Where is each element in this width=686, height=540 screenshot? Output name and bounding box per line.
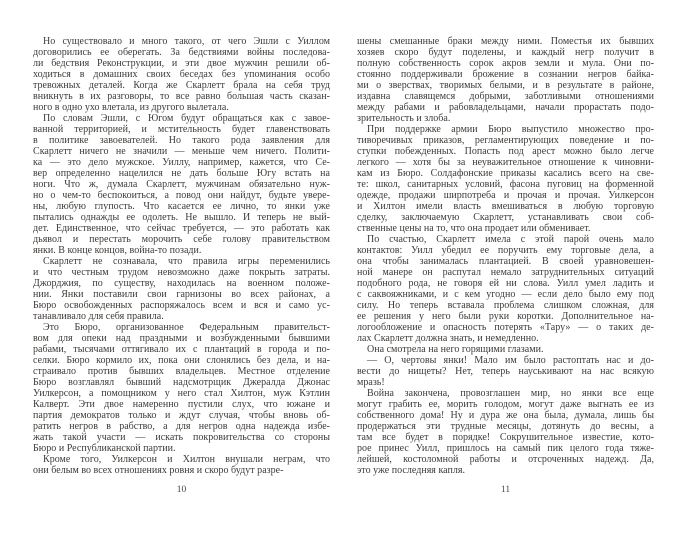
text-line: ли бедствия Реконструкции, и эти двое мужчин решили об- bbox=[33, 58, 330, 69]
text-line: нии. Янки поставили свои гарнизоны во всех районах, а bbox=[33, 289, 330, 300]
text-line: ного в одно ухо влетала, из другого вылетала. bbox=[33, 102, 229, 113]
text-line: ратить негров в рабство, а для негров одна надежда избе- bbox=[33, 421, 330, 432]
text-line: дьявол и перестать морочить себе голову правительством bbox=[33, 234, 330, 245]
text-line: кам из Бюро. Солдафонские приказы касались всего на све- bbox=[357, 168, 654, 179]
text-line: ванной территорией, и мстительность будет главенствовать bbox=[33, 124, 330, 135]
text-line: ной манере он распутал немало затруднительных ситуаций bbox=[357, 267, 654, 278]
text-line: — О, чертовы янки! Мало им было растоптать нас и до- bbox=[367, 355, 654, 366]
text-line: логообложение и опасность потерять «Тару» — о таких де- bbox=[357, 322, 654, 333]
text-line: танавливало для себя правила. bbox=[33, 311, 164, 322]
text-line: и что честным трудом невозможно даже покрыть затраты. bbox=[33, 267, 330, 278]
text-line: силу. Но теперь вставала проблема слишком сложная, для bbox=[357, 300, 654, 311]
text-line: вом для опеки над праздными и возбужденными бывшими bbox=[33, 333, 330, 344]
text-line: Скарлетт ничего не значили — меньше чем ничего. Полити- bbox=[33, 146, 330, 157]
text-line: шены смешанные браки между ними. Поместья их бывших bbox=[357, 36, 654, 47]
text-line: вести до нищеты? Нет, теперь науськивают на нас всякую bbox=[357, 366, 654, 377]
text-line: ственные цены на то, что она продает или обменивает. bbox=[357, 223, 591, 234]
text-line: Скарлетт не сознавала, что правила игры переменились bbox=[43, 256, 330, 267]
text-line: ка — это дело мужское. Уиллу, например, кажется, что Се- bbox=[33, 157, 330, 168]
text-line: те: школ, санитарных условий, фасона пуговиц на форменной bbox=[357, 179, 654, 190]
text-line: они белым во всех отношениях ровня и скоро будут разре- bbox=[33, 465, 284, 476]
text-line: Калверт. Эти двое намеренно пустили слух, что южане и bbox=[33, 399, 330, 410]
text-line: Бюро освобожденных распоряжалось всем и вся и само ус- bbox=[33, 300, 330, 311]
page-right bbox=[357, 36, 654, 496]
page-left bbox=[33, 36, 330, 496]
text-line: с саквояжниками, и с кем угодно — если дело было ему под bbox=[357, 289, 654, 300]
text-line: страивало против бывших владельцев. Местное отделение bbox=[33, 366, 330, 377]
text-line: При поддержке армии Бюро выпустило множество про- bbox=[367, 124, 654, 135]
text-line: лах Скарлетт должна знать, и немедленно. bbox=[357, 333, 539, 344]
text-line: сделку, заключаемую Скарлетт, устанавливать свои соб- bbox=[357, 212, 654, 223]
text-line: тревожных деталей. Когда же Скарлетт брала на себя труд bbox=[33, 80, 330, 91]
page-text bbox=[33, 36, 330, 476]
text-line: Но существовало и много такого, от чего Эшли с Уиллом bbox=[43, 36, 330, 47]
text-line: собственного дома! Ну и дура же она была, думала, лишь бы bbox=[357, 410, 654, 421]
text-line: селки. Бюро кормило их, пока они слонялись без дела, и на- bbox=[33, 355, 330, 366]
text-line: ноги. Что ж, думала Скарлетт, мужчинам обязательно нуж- bbox=[33, 179, 330, 190]
text-line: рое принес Уилл, пришлось на самый пик целого года тяже- bbox=[357, 443, 654, 454]
text-line: дет. Единственное, что сейчас требуется, — это работать как bbox=[33, 223, 330, 234]
text-line: между рабами и рабовладельцами, начали прорастать подо- bbox=[357, 102, 654, 113]
text-line: могут грабить ее, морить голодом, могут даже выгнать ее из bbox=[357, 399, 654, 410]
text-line: По словам Эшли, с Югом будут обращаться как с завое- bbox=[43, 113, 330, 124]
text-line: янки. В конце концов, война-то позади. bbox=[33, 245, 202, 256]
text-line: подобного рода, не говоря ей ни слова. Уилл умел ладить и bbox=[357, 278, 654, 289]
text-line: Кроме того, Уилкерсон и Хилтон внушали неграм, что bbox=[43, 454, 330, 465]
text-line: рабами, тысячами оттягивало их с плантаций в города и по- bbox=[33, 344, 330, 355]
text-line: ми о зверствах, творимых белыми, и в результате в районе, bbox=[357, 80, 654, 91]
text-line: лейшей, костоломной работы и отсроченных надежд. Да, bbox=[357, 454, 654, 465]
text-line: контактов: Уилл убедил ее поручить ему торговые дела, а bbox=[357, 245, 654, 256]
text-line: Бюро и Республиканской партии. bbox=[33, 443, 176, 454]
text-line: ходиться в домашних своих беседах без упоминания особо bbox=[33, 69, 330, 80]
text-line: легкого — хотя бы за неуважительное отношение к чиновни- bbox=[357, 157, 654, 168]
text-line: зрительность и злоба. bbox=[357, 113, 451, 124]
text-line: вер определенно нацелился не дать больше Югу встать на bbox=[33, 168, 330, 179]
text-line: ны, любую глупость. Что касается ее лично, то янки уже bbox=[33, 201, 330, 212]
text-line: там все будет в порядке! Сокрушительное известие, кото- bbox=[357, 432, 654, 443]
text-line: Это Бюро, организованное Федеральным правительст- bbox=[43, 322, 330, 333]
text-line: продержаться эти трудные месяцы, дотянуть до весны, а bbox=[357, 421, 654, 432]
text-line: Бюро возглавлял бывший надсмотрщик Джералда Джонас bbox=[33, 377, 330, 388]
text-line: мразь! bbox=[357, 377, 385, 388]
text-line: Уилкерсон, а помощником у него стал Хилтон, муж Кэтлин bbox=[33, 388, 330, 399]
text-line: вникнуть в их разговоры, то все равно большая часть сказан- bbox=[33, 91, 330, 102]
text-line: жать такой участи — искать покровительства со стороны bbox=[33, 432, 330, 443]
text-line: По счастью, Скарлетт имела с этой парой очень мало bbox=[367, 234, 654, 245]
text-line: ступки побежденных. Попасть под арест можно было легче bbox=[357, 146, 654, 157]
text-line: пытались однажды ее одолеть. Не вышло. И теперь не вый- bbox=[33, 212, 330, 223]
text-line: и Хилтон имели власть вмешиваться в любую торговую bbox=[357, 201, 654, 212]
text-line: договорились ее оберегать. За бедствиями войны последова- bbox=[33, 47, 330, 58]
page-number: 11 bbox=[500, 485, 511, 495]
text-line: но о чем-то беспокоиться, а повод они найдут, будьте увере- bbox=[33, 190, 330, 201]
text-line: ее решения у него были руки коротки. Дополнительное на- bbox=[357, 311, 654, 322]
text-line: стоянно поддерживали брожение в сознании негров байка- bbox=[357, 69, 654, 80]
text-line: хозяев скоро будут поделены, и каждый негр получит в bbox=[357, 47, 654, 58]
text-line: издавна славящемся добрыми, заботливыми отношениями bbox=[357, 91, 654, 102]
text-line: в политике завоевателей. Но такого рода заявления для bbox=[33, 135, 330, 146]
text-line: она чтобы занималась плантацией. В своей уравновешен- bbox=[357, 256, 654, 267]
page-text bbox=[357, 36, 654, 476]
text-line: тиворечивых приказов, регламентирующих поведение и по- bbox=[357, 135, 654, 146]
text-line: одежде, продажи ширпотреба и прочая и прочая. Уилкерсон bbox=[357, 190, 654, 201]
text-line: партия демократов только и ждут случая, чтобы вновь об- bbox=[33, 410, 330, 421]
text-line: Она смотрела на него горящими глазами. bbox=[367, 344, 544, 355]
text-line: Война закончена, провозглашен мир, но янки все еще bbox=[367, 388, 654, 399]
page-number: 10 bbox=[176, 485, 187, 495]
text-line: полную собственность сорок акров земли и мула. Они по- bbox=[357, 58, 654, 69]
text-line: Джорджия, по существу, находилась на военном положе- bbox=[33, 278, 330, 289]
text-line: это уже последняя капля. bbox=[357, 465, 466, 476]
